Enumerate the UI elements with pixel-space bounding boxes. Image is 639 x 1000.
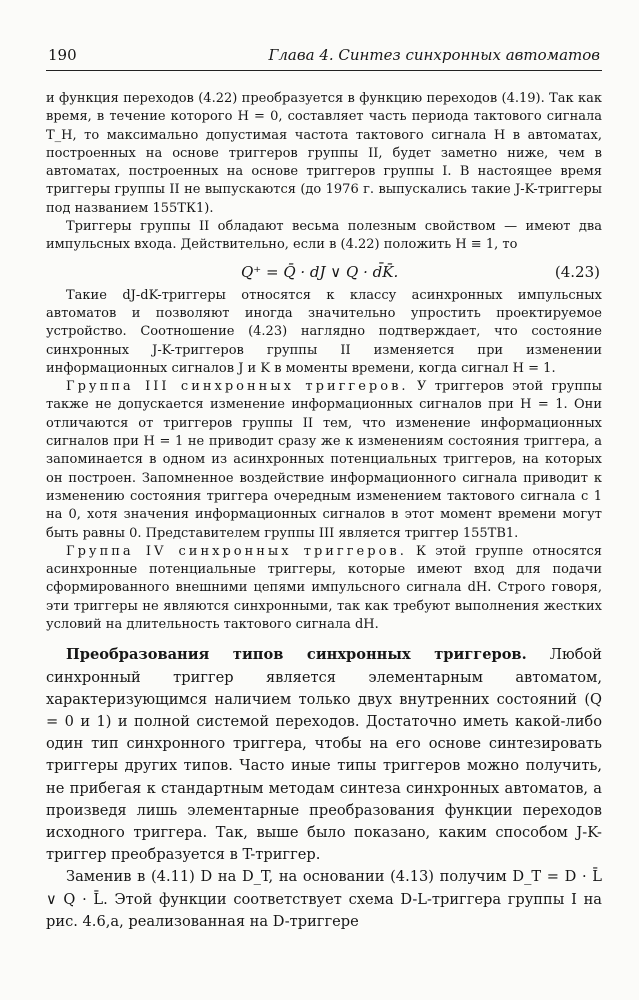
- paragraph-4-text: У триггеров этой группы также не допускается изменение информационных сигналов при H = 1. Они отличаются от триггеров группы II тем, что изменение информационных сигналов при H = 1 не приводит сразу же к изменениям состояния триггера, а запоминается в одном из асинхронных потенциальных триггеров, на которых он построен. Запомненное воздействие информационного сигнала приводит к изменению состояния триггера очередным изменением тактового сигнала с 1 на 0, хотя значения информационных сигналов в этот момент времени могут быть равны 0. Представителем группы III является триггер 155ТВ1.: [46, 379, 602, 541]
- formula-expression: Q⁺ = Q̄ · dJ ∨ Q · d̄K̄.: [241, 262, 399, 281]
- paragraph-4: [46, 378, 602, 543]
- page-body: [46, 90, 602, 933]
- running-header: [46, 44, 602, 71]
- page-number: 190: [48, 46, 77, 64]
- paragraph-7: Заменив в (4.11) D на D_T, на основании (4.13) получим D_T = D · L̄ ∨ Q · L̄. Этой функции соответствует схема D-L-триггера группы I на рис. 4.6,а, реализованная на D-триггере: [46, 868, 602, 930]
- paragraph-5: [46, 543, 602, 634]
- paragraph-5-text: К этой группе относятся асинхронные потенциальные триггеры, которые имеют вход для подачи сформированного внешними цепями импульсного сигнала dH. Строго говоря, эти триггеры не являются синхронными, так как требуют выполнения жестких условий на длительность тактового сигнала dH.: [46, 543, 602, 633]
- group-iv-heading: Группа IV синхронных триггеров.: [66, 543, 407, 559]
- formula-4-23: [46, 258, 602, 286]
- paragraph-2: Триггеры группы II обладают весьма полезным свойством — имеют два импульсных входа. Действительно, если в (4.22) положить H ≡ 1, то: [46, 219, 602, 253]
- section-heading: Преобразования типов синхронных триггеров.: [66, 646, 527, 664]
- group-iii-heading: Группа III синхронных триггеров.: [66, 379, 409, 395]
- paragraph-3: Такие dJ-dK-триггеры относятся к классу асинхронных импульсных автоматов и позволяют иногда значительно упростить проектируемое устройство. Соотношение (4.23) наглядно подтверждает, что состояние синхронных J-K-триггеров группы II изменяется при изменении информационных сигналов J и K в моменты времени, когда сигнал H = 1.: [46, 287, 602, 376]
- paragraph-1: и функция переходов (4.22) преобразуется в функцию переходов (4.19). Так как время, в течение которого H = 0, составляет часть периода тактового сигнала T_H, то максимально допустимая частота тактового сигнала H в автоматах, построенных на основе триггеров группы II, будет заметно ниже, чем в автоматах, построенных на основе триггеров группы I. В настоящее время триггеры группы II не выпускаются (до 1976 г. выпускались такие J-K-триггеры под названием 155ТК1).: [46, 91, 602, 216]
- large-text-section: [46, 644, 602, 933]
- paragraph-6-text: Любой синхронный триггер является элементарным автоматом, характеризующимся наличием только двух внутренних состояний (Q = 0 и 1) и полной системой переходов. Достаточно иметь какой-либо один тип синхронного триггера, чтобы на его основе синтезировать триггеры других типов. Часто иные типы триггеров можно получить, не прибегая к стандартным методам синтеза синхронных автоматов, а произведя лишь элементарные преобразования функции переходов исходного триггера. Так, выше было показано, каким способом J-K-триггер преобразуется в T-триггер.: [46, 646, 602, 864]
- chapter-title: Глава 4. Синтез синхронных автоматов: [268, 46, 600, 64]
- small-text-section: [46, 90, 602, 634]
- paragraph-6: [46, 644, 602, 866]
- formula-number: (4.23): [554, 262, 600, 281]
